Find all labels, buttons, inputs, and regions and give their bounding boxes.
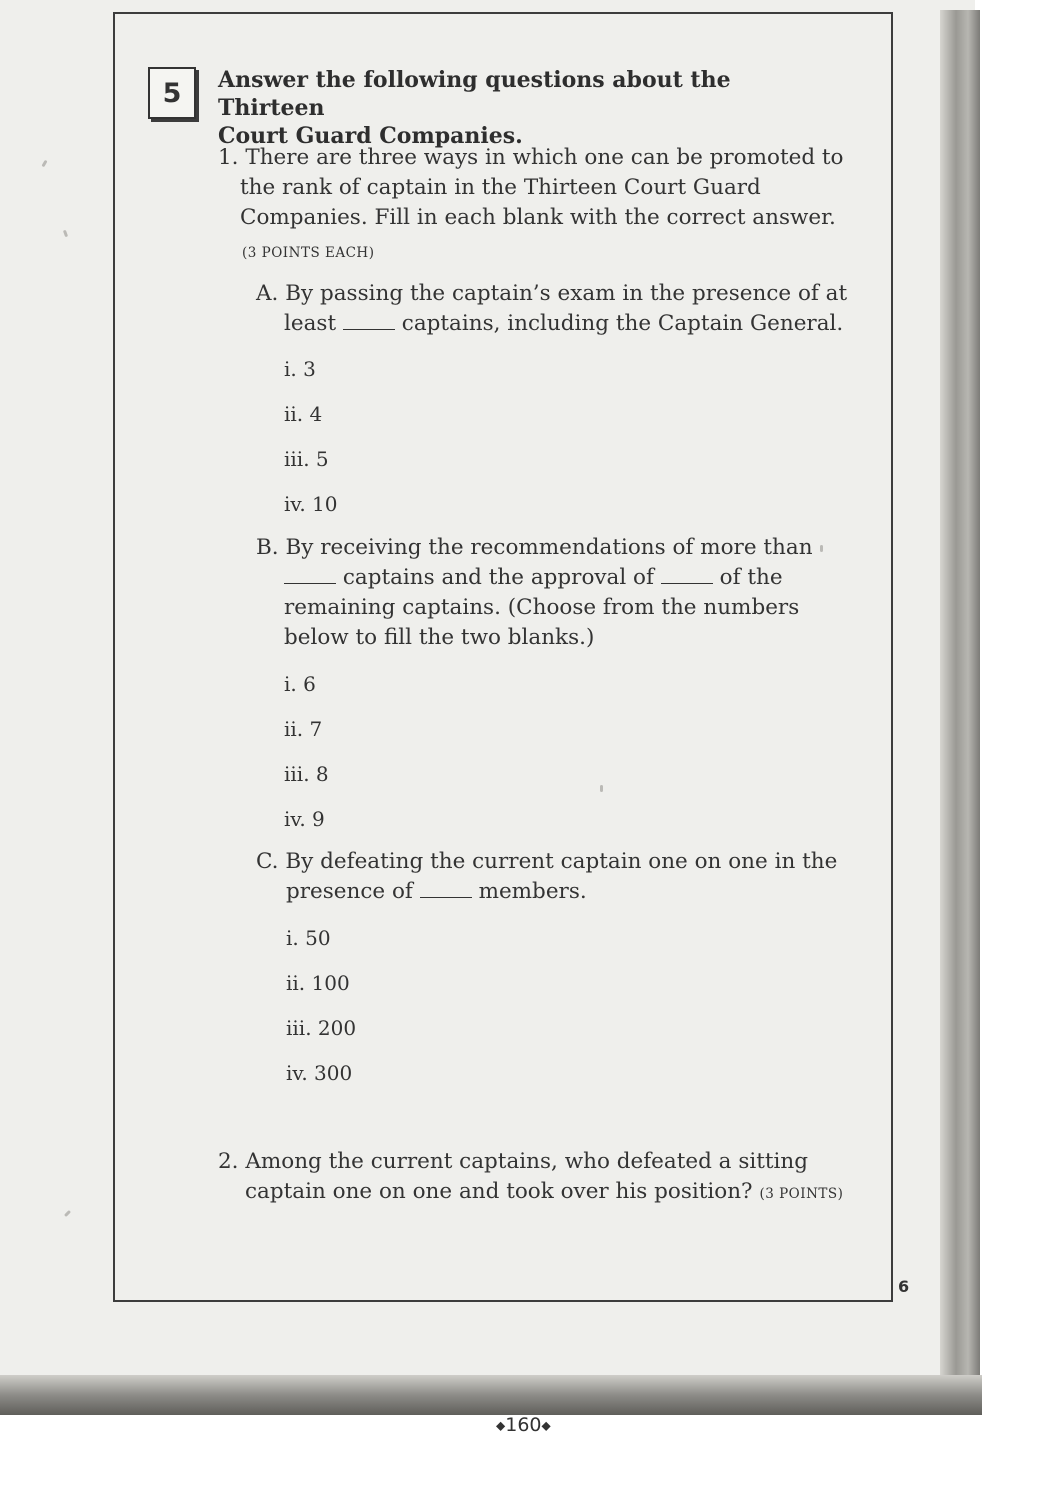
- part-b-text-middle: captains and the approval of: [342, 565, 654, 590]
- part-a-option-4: iv. 10: [284, 492, 338, 516]
- answer-blank[interactable]: [420, 879, 472, 898]
- part-c-line-2: [286, 877, 587, 907]
- question-1-line-3: Companies. Fill in each blank with the correct answer.: [240, 205, 836, 230]
- part-c-option-3: iii. 200: [286, 1016, 357, 1040]
- page-bottom-shadow: [0, 1375, 982, 1415]
- question-1-line-1: 1. There are three ways in which one can be promoted to: [218, 145, 844, 170]
- page-number-text: 160: [505, 1414, 542, 1436]
- chapter-tab-label: 6: [898, 1277, 910, 1296]
- part-a-line-2: [284, 309, 843, 339]
- answer-blank[interactable]: [343, 311, 395, 330]
- part-c-line-1: C. By defeating the current captain one on one in the: [256, 849, 838, 874]
- part-b-option-1: i. 6: [284, 672, 316, 696]
- part-a-text-before-blank: least: [284, 311, 337, 336]
- part-b-line-2: [284, 563, 783, 593]
- diamond-ornament-icon: ◆: [541, 1418, 551, 1433]
- part-b-line-4: below to fill the two blanks.): [284, 625, 595, 650]
- part-b-line-1: B. By receiving the recommendations of more than: [256, 535, 813, 560]
- question-1-line-2: the rank of captain in the Thirteen Court Guard: [240, 175, 761, 200]
- answer-blank[interactable]: [284, 565, 336, 584]
- part-b-option-3: iii. 8: [284, 762, 329, 786]
- part-a-option-2: ii. 4: [284, 402, 323, 426]
- part-c-text-after-blank: members.: [478, 879, 587, 904]
- question-2-points: (3 POINTS): [759, 1186, 844, 1202]
- heading-line-2: Court Guard Companies.: [218, 123, 523, 149]
- part-b-option-2: ii. 7: [284, 717, 323, 741]
- part-b-line-3: remaining captains. (Choose from the numbers: [284, 595, 800, 620]
- heading-line-1: Answer the following questions about the Thirteen: [218, 67, 731, 121]
- part-b-option-4: iv. 9: [284, 807, 325, 831]
- question-2-line-2: [245, 1177, 843, 1209]
- part-a-option-1: i. 3: [284, 357, 316, 381]
- question-2-line-1: 2. Among the current captains, who defeated a sitting: [218, 1149, 808, 1174]
- part-c-text-before-blank: presence of: [286, 879, 413, 904]
- part-c-option-2: ii. 100: [286, 971, 350, 995]
- diamond-ornament-icon: ◆: [496, 1418, 506, 1433]
- part-c-option-4: iv. 300: [286, 1061, 353, 1085]
- question-2-text: captain one on one and took over his position?: [245, 1179, 753, 1204]
- page-edge-shadow: [940, 10, 980, 1410]
- part-a-option-3: iii. 5: [284, 447, 329, 471]
- answer-blank[interactable]: [661, 565, 713, 584]
- section-heading: [218, 66, 818, 150]
- part-c-option-1: i. 50: [286, 926, 331, 950]
- section-number-box: 5: [148, 67, 196, 119]
- page-number: [496, 1414, 551, 1436]
- part-b-text-after-blank: of the: [719, 565, 783, 590]
- question-1-points: (3 POINTS EACH): [242, 245, 375, 261]
- part-a-text-after-blank: captains, including the Captain General.: [401, 311, 844, 336]
- part-a-line-1: A. By passing the captain’s exam in the presence of at: [256, 281, 848, 306]
